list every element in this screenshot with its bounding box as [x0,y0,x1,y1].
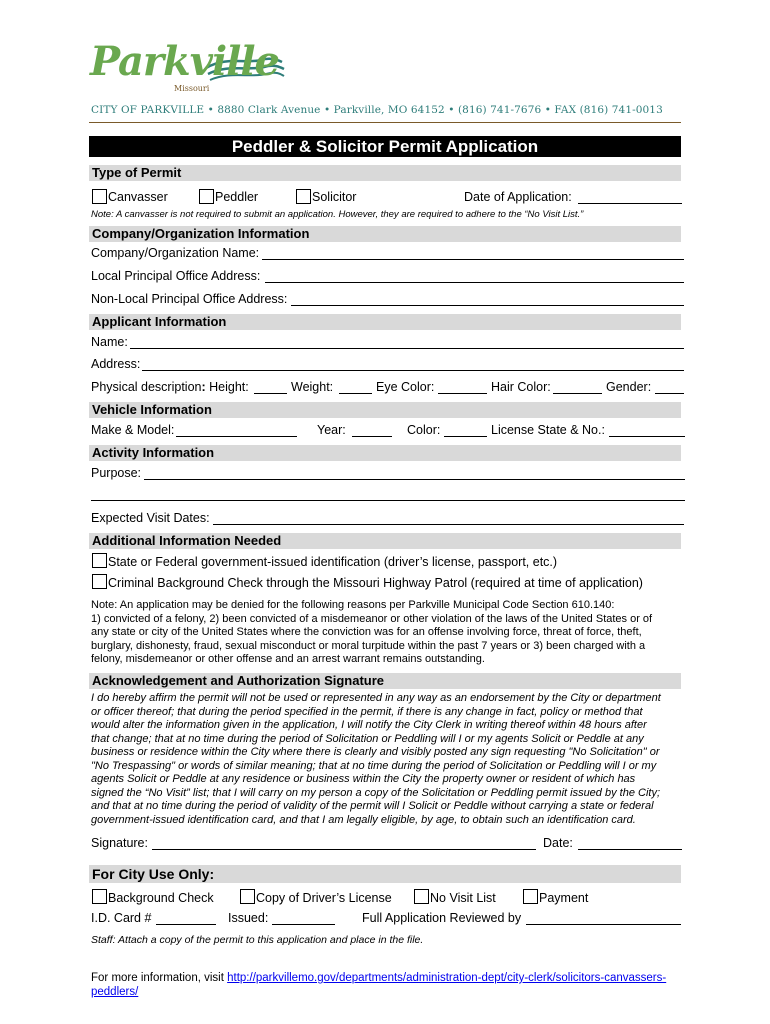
city-payment-checkbox[interactable] [523,889,538,904]
hair-color-label: Hair Color: [491,380,551,394]
vehicle-color-field[interactable] [444,436,487,437]
background-check-checkbox[interactable] [92,574,107,589]
peddler-label: Peddler [215,190,259,204]
nonlocal-office-label: Non-Local Principal Office Address: [91,292,288,306]
license-label: License State & No.: [491,423,605,437]
expected-visit-dates-label: Expected Visit Dates: [91,511,210,525]
reviewed-by-field[interactable] [526,924,681,925]
solicitor-checkbox[interactable] [296,189,311,204]
section-applicant [89,314,681,330]
local-office-field[interactable] [265,282,684,283]
ack-line: government-issued identification card, and that I am legally eligible, by age, to obtain such an identification card. [91,813,636,826]
ack-line: agents Solicit or Peddle at any residence or business within the City the property owner or resident of which has [91,773,636,785]
solicitor-label: Solicitor [312,190,357,204]
logo-wordmark: Parkville [90,38,279,85]
reviewed-by-label: Full Application Reviewed by [362,911,522,925]
applicant-name-field[interactable] [130,348,684,349]
footer-link-continued[interactable]: peddlers/ [91,986,139,998]
section-acknowledgement [89,673,681,689]
id-checkbox[interactable] [92,553,107,568]
company-name-field[interactable] [262,259,684,260]
purpose-label: Purpose: [91,466,142,480]
hair-color-field[interactable] [553,393,602,394]
ack-line: or officer thereof; that during the period specified in the permit, if there is any change in fact, policy or method that [91,705,643,718]
issued-label: Issued: [228,911,269,925]
denial-note [91,599,691,667]
id-card-field[interactable] [156,924,216,925]
year-label: Year: [317,423,346,437]
applicant-name-label: Name: [91,335,128,349]
city-drivers-license-checkbox[interactable] [240,889,255,904]
city-drivers-license-label: Copy of Driver’s License [256,891,392,905]
canvasser-checkbox[interactable] [92,189,107,204]
ack-line: and that at no time during the period of validity of the permit will I Solicit or Peddle without carrying a state or federal [91,800,654,812]
weight-label: Weight: [291,380,334,394]
note-line: 1) convicted of a felony, 2) been convicted of a misdemeanor or other violation of the laws of the United States or of [91,612,653,625]
vehicle-color-label: Color: [407,423,441,437]
section-city-use [89,865,681,883]
ack-line: "No Trespassing" or words of similar meaning; that at no time during the period of Solicitation or Peddling will I or my [91,759,657,772]
year-field[interactable] [352,436,392,437]
ack-line: signed the “No Visit” list; that I will carry on my person a copy of the Solicitation or Peddling permit issued by the City; [91,786,660,799]
date-of-application-label: Date of Application: [464,190,572,204]
section-additional [89,533,681,549]
signature-date-label: Date: [543,836,573,850]
applicant-address-field[interactable] [142,370,684,371]
note-line: Note: An application may be denied for the following reasons per Parkville Municipal Code Section 610.140: [91,599,615,611]
date-of-application-field[interactable] [578,203,682,204]
local-office-label: Local Principal Office Address: [91,269,261,283]
city-no-visit-checkbox[interactable] [414,889,429,904]
note-line: any state or city of the United States where the conviction was for an offense involving force, threat of force, theft, [91,626,642,638]
section-type-of-permit [89,165,681,181]
weight-field[interactable] [339,393,372,394]
expected-visit-dates-field[interactable] [213,524,684,525]
signature-field[interactable] [152,849,536,850]
acknowledgement-text [91,692,691,827]
id-requirement-label: State or Federal government-issued identification (driver’s license, passport, etc.) [108,555,558,569]
canvasser-note: Note: A canvasser is not required to submit an application. However, they are required to adhere to the “No Visit List.” [91,209,584,220]
footer-link[interactable]: http://parkvillemo.gov/departments/administration-dept/city-clerk/solicitors-canvassers- [227,972,667,984]
background-check-label: Criminal Background Check through the Missouri Highway Patrol (required at time of application) [108,576,643,590]
page-title: Peddler & Solicitor Permit Application [231,137,539,156]
height-field[interactable] [254,393,287,394]
section-heading: Type of Permit [92,165,182,180]
license-field[interactable] [609,436,685,437]
section-heading: Vehicle Information [92,402,212,417]
make-model-label: Make & Model: [91,423,175,437]
header-address: CITY OF PARKVILLE • 8880 Clark Avenue • Parkville, MO 64152 • (816) 741-7676 • FAX (816) 741-0013 [91,104,663,116]
peddler-checkbox[interactable] [199,189,214,204]
ack-line: business or residence within the City where there is clearly and visibly posted any sign requesting "No Solicitation" or [91,746,660,758]
physical-description-label: Physical description: Height: [91,380,249,394]
title-bar [89,136,681,157]
city-payment-label: Payment [539,891,589,905]
purpose-field-line-2[interactable] [91,500,685,501]
issued-field[interactable] [272,924,335,925]
ack-line: would alter the information given in the application, I will notify the City Clerk in writing thereof within 48 hours after [91,719,647,731]
staff-note: Staff: Attach a copy of the permit to this application and place in the file. [91,934,424,946]
city-background-check-label: Background Check [108,891,214,905]
section-heading: For City Use Only: [92,866,215,882]
note-line: felony, misdemeanor or other offense and an arrest warrant remains outstanding. [91,653,485,665]
eye-color-field[interactable] [438,393,487,394]
section-heading: Applicant Information [92,314,227,329]
section-heading: Company/Organization Information [92,226,310,241]
section-activity [89,445,681,461]
section-company [89,226,681,242]
city-no-visit-label: No Visit List [430,891,496,905]
logo-subtitle: Missouri [174,84,210,93]
applicant-address-label: Address: [91,357,141,371]
canvasser-label: Canvasser [108,190,168,204]
footer-info [91,971,666,999]
ack-line: that change; that at no time during the period of Solicitation or Peddling will I or my agents Solicit or Peddle at any [91,732,644,745]
nonlocal-office-field[interactable] [291,305,684,306]
section-vehicle [89,402,681,418]
ack-line: I do hereby affirm the permit will not be used or represented in any way as an endorsement by the City or department [91,692,661,704]
header-rule [89,122,681,123]
city-logo [86,38,286,96]
section-heading: Additional Information Needed [92,533,282,548]
note-line: burglary, dishonesty, fraud, sexual misconduct or moral turpitude within the past 7 years or 3) been charged with a [91,639,646,652]
footer-prefix: For more information, visit [91,972,228,984]
make-model-field[interactable] [176,436,297,437]
section-heading: Activity Information [92,445,215,460]
city-background-check-checkbox[interactable] [92,889,107,904]
company-name-label: Company/Organization Name: [91,246,260,260]
gender-label: Gender: [606,380,652,394]
signature-label: Signature: [91,836,148,850]
signature-date-field[interactable] [578,849,682,850]
eye-color-label: Eye Color: [376,380,435,394]
gender-field[interactable] [655,393,684,394]
section-heading: Acknowledgement and Authorization Signature [92,673,385,688]
purpose-field[interactable] [144,479,685,480]
id-card-label: I.D. Card # [91,911,152,925]
